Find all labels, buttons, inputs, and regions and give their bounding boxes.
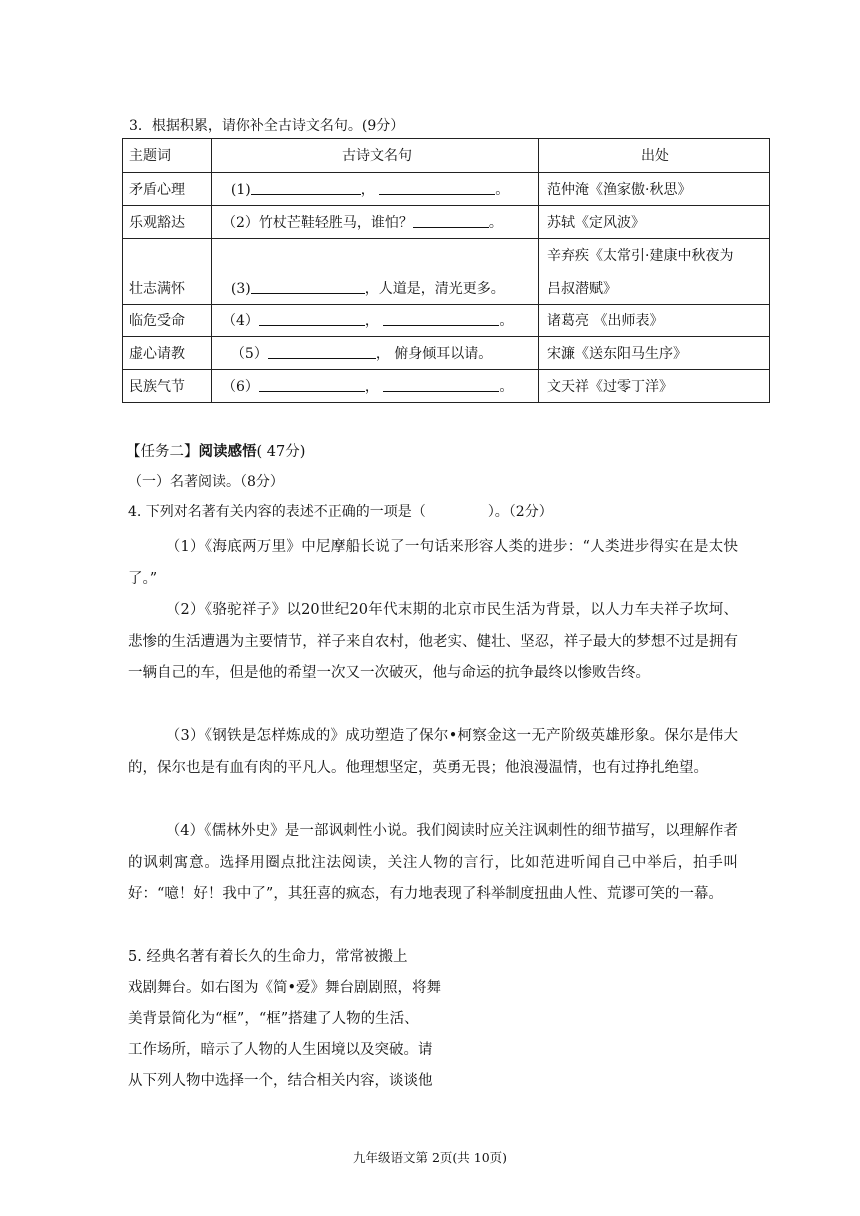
- question-5-line: 戏剧舞台。如右图为《简•爱》舞台剧剧照，将舞: [128, 980, 442, 996]
- row-theme: 临危受命: [123, 305, 212, 337]
- row-source: 诸葛亮 《出师表》: [539, 305, 770, 337]
- fill-blank[interactable]: [379, 179, 495, 195]
- row-theme: 乐观豁达: [123, 206, 212, 239]
- verse-text: （2）竹杖芒鞋轻胜马，谁怕？: [222, 215, 413, 231]
- row-source: [539, 239, 770, 305]
- question-5-line: 5. 经典名著有着长久的生命力，常常被搬上: [128, 949, 408, 965]
- question-5: [128, 942, 468, 1097]
- table-row: [123, 370, 770, 403]
- verse-text: ， 俯身倾耳以请。: [375, 346, 493, 362]
- row-theme: 矛盾心理: [123, 173, 212, 206]
- section-heading: （一）名著阅读。（8分）: [128, 474, 284, 490]
- row-theme: 壮志满怀: [123, 239, 212, 305]
- table-row: [123, 239, 770, 305]
- option-2: （2）《骆驼祥子》以20世纪20年代末期的北京市民生活为背景，以人力车夫祥子坎坷、悲惨的生活遭遇为主要情节，祥子来自农村，他老实、健壮、坚忍，祥子最大的梦想不过是拥有一辆自己的车，但是他的希望一次又一次破灭，他与命运的抗争最终以惨败告终。: [128, 602, 738, 681]
- verse-text: ，人道是，清光更多。: [364, 281, 505, 297]
- source-line: 辛弃疾《太常引·建康中秋夜为: [547, 248, 734, 264]
- option-3: （3）《钢铁是怎样炼成的》成功塑造了保尔•柯察金这一无产阶级英雄形象。保尔是伟大的，保尔也是有血有肉的平凡人。他理想坚定，英勇无畏；他浪漫温情，也有过挣扎绝望。: [128, 728, 738, 776]
- fill-blank[interactable]: [268, 343, 376, 359]
- table-row: [123, 337, 770, 370]
- row-source: 文天祥《过零丁洋》: [539, 370, 770, 403]
- task-2-label: 【任务二】: [126, 444, 199, 460]
- header-source: 出处: [539, 139, 770, 173]
- fill-blank[interactable]: [251, 179, 361, 195]
- blank-number: (3): [230, 281, 251, 297]
- row-source: 苏轼《定风波》: [539, 206, 770, 239]
- punctuation: 。: [499, 313, 514, 329]
- question-5-line: 工作场所，暗示了人物的人生困境以及突破。请: [128, 1042, 433, 1058]
- row-verse: [212, 337, 539, 370]
- table-row: [123, 206, 770, 239]
- table-row: [123, 173, 770, 206]
- fill-blank[interactable]: [259, 310, 365, 326]
- task-2-heading: [126, 440, 305, 461]
- question-stem-text: 4. 下列对名著有关内容的表述不正确的一项是（: [128, 504, 426, 520]
- header-theme: 主题词: [123, 139, 212, 173]
- question-4-stem: [128, 501, 553, 521]
- punctuation: 。: [499, 379, 514, 395]
- punctuation: ，: [364, 379, 379, 395]
- fill-blank[interactable]: [413, 212, 489, 228]
- question-5-line: 从下列人物中选择一个，结合相关内容，谈谈他: [128, 1073, 433, 1089]
- punctuation: 。: [488, 215, 503, 231]
- blank-number: (1): [230, 182, 251, 198]
- task-2-score: ( 47分): [256, 444, 306, 460]
- table-header-row: [123, 139, 770, 173]
- punctuation: ，: [364, 313, 379, 329]
- question-5-line: 美背景简化为“框”，“框”搭建了人物的生活、: [128, 1011, 419, 1027]
- row-verse: [212, 239, 539, 305]
- fill-blank[interactable]: [251, 278, 365, 294]
- blank-number: （5）: [230, 346, 268, 362]
- blank-number: （6）: [222, 379, 259, 395]
- source-line: 吕叔潜赋》: [547, 281, 617, 297]
- fill-blank[interactable]: [383, 376, 499, 392]
- question-3-title: 3．根据积累，请你补全古诗文名句。(9分）: [129, 118, 405, 134]
- fill-blank[interactable]: [383, 310, 499, 326]
- row-source: 范仲淹《渔家傲·秋思》: [539, 173, 770, 206]
- row-verse: [212, 173, 539, 206]
- poem-table: [122, 138, 770, 403]
- punctuation: 。: [495, 182, 510, 198]
- row-theme: 民族气节: [123, 370, 212, 403]
- header-verse: 古诗文名句: [212, 139, 539, 173]
- row-theme: 虚心请教: [123, 337, 212, 370]
- blank-number: （4）: [222, 313, 259, 329]
- page-footer: 九年级语文第 2页(共 10页): [352, 1150, 508, 1165]
- row-verse: [212, 206, 539, 239]
- punctuation: ，: [360, 182, 375, 198]
- question-stem-end: ）。（2分）: [487, 504, 553, 520]
- row-source: 宋濂《送东阳马生序》: [539, 337, 770, 370]
- table-row: [123, 305, 770, 337]
- row-verse: [212, 305, 539, 337]
- fill-blank[interactable]: [259, 376, 365, 392]
- task-2-title: 阅读感悟: [198, 444, 257, 460]
- option-4: （4）《儒林外史》是一部讽刺性小说。我们阅读时应关注讽刺性的细节描写，以理解作者的讽刺寓意。选择用圈点批注法阅读，关注人物的言行，比如范进听闻自己中举后，拍手叫好：“噫！好！我中了”，其狂喜的疯态，有力地表现了科举制度扭曲人性、荒谬可笑的一幕。: [128, 823, 738, 902]
- option-1: （1）《海底两万里》中尼摩船长说了一句话来形容人类的进步：“人类进步得实在是太快了。”: [128, 539, 738, 587]
- row-verse: [212, 370, 539, 403]
